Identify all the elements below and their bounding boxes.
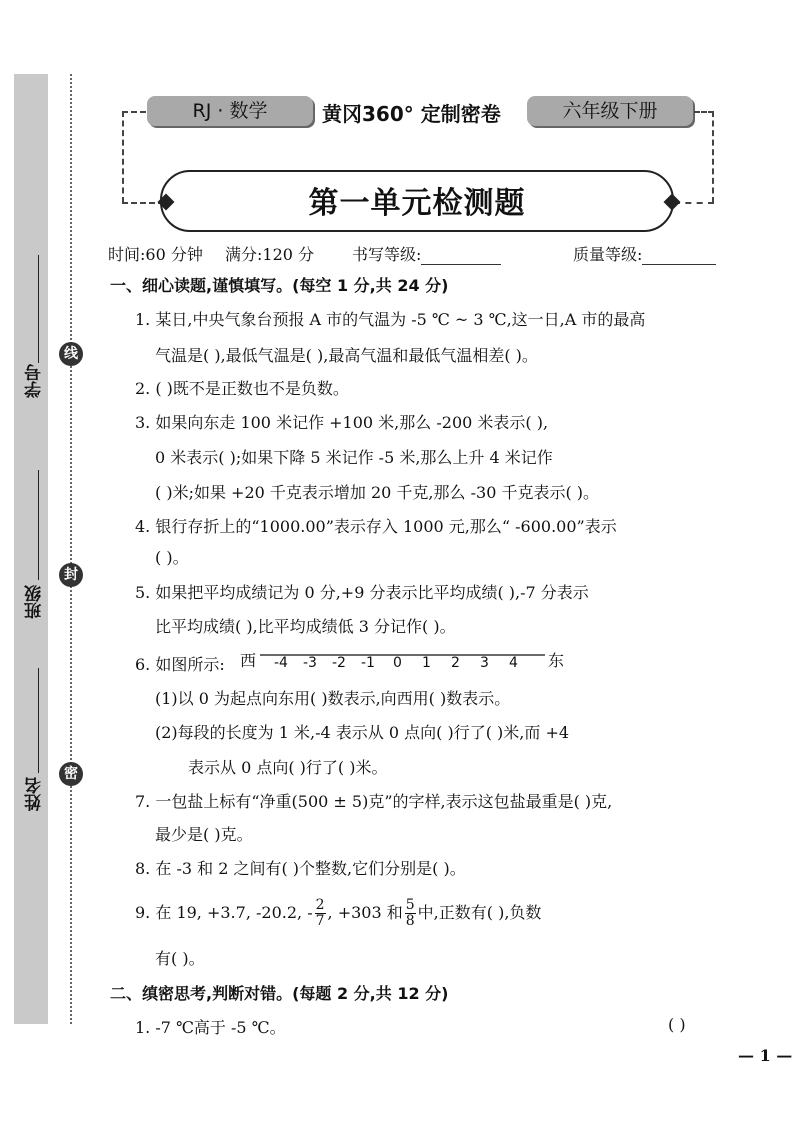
header-dash-left-top — [122, 111, 146, 113]
score-info: 满分:120 分 — [225, 245, 315, 264]
header-dash-right-top — [694, 111, 714, 113]
writing-grade-blank[interactable] — [421, 248, 501, 265]
header-dash-right-vert — [712, 111, 714, 203]
subject-pill: RJ · 数学 — [147, 96, 313, 126]
page-number: — 1 — — [738, 1046, 793, 1065]
number-line-tick--4: -4 — [274, 655, 288, 671]
s2-q1-answer-paren[interactable]: ( ) — [668, 1015, 686, 1034]
fraction-2-denominator: 8 — [405, 913, 415, 929]
number-line-tick-1: 1 — [422, 655, 431, 671]
student-id-line[interactable] — [38, 255, 39, 363]
writing-grade-label: 书写等级: — [352, 245, 422, 264]
quality-grade-label: 质量等级: — [573, 245, 643, 264]
q6-sub-1: (1)以 0 为起点向东用( )数表示,向西用( )数表示。 — [155, 689, 511, 708]
fraction-1-numerator: 2 — [315, 897, 325, 913]
seal-mark-secret: 密 — [59, 762, 83, 786]
number-line-tick-0: 0 — [393, 655, 402, 671]
q1-line-1: 1. 某日,中央气象台预报 A 市的气温为 -5 ℃ ~ 3 ℃,这一日,A 市的最高 — [135, 310, 646, 329]
binding-strip — [14, 74, 48, 1024]
series-title: 黄冈360° 定制密卷 — [322, 102, 501, 126]
q9-line-2: 有( )。 — [155, 949, 205, 968]
q3-line-3: ( )米;如果 +20 千克表示增加 20 千克,那么 -30 千克表示( )。 — [155, 483, 600, 502]
name-line[interactable] — [38, 668, 39, 773]
time-info: 时间:60 分钟 — [108, 245, 203, 264]
class-label: 班级 — [25, 585, 45, 619]
q9-text-post: 中,正数有( ),负数 — [417, 903, 542, 922]
quality-grade — [573, 242, 716, 265]
number-line-west: 西 — [240, 651, 257, 670]
fraction-2-7 — [315, 898, 326, 929]
q5-line-1: 5. 如果把平均成绩记为 0 分,+9 分表示比平均成绩( ),-7 分表示 — [135, 583, 589, 602]
writing-grade — [352, 242, 501, 265]
q4-line-1: 4. 银行存折上的“1000.00”表示存入 1000 元,那么“ -600.00”表示 — [135, 517, 617, 536]
q8-line: 8. 在 -3 和 2 之间有( )个整数,它们分别是( )。 — [135, 859, 466, 878]
q1-line-2: 气温是( ),最低气温是( ),最高气温和最低气温相差( )。 — [155, 346, 538, 365]
fraction-5-8 — [405, 898, 416, 929]
q7-line-1: 7. 一包盐上标有“净重(500 ± 5)克”的字样,表示这包盐最重是( )克, — [135, 792, 613, 811]
number-line-tick--2: -2 — [332, 655, 346, 671]
number-line-tick-2: 2 — [451, 655, 460, 671]
section-2-heading: 二、缜密思考,判断对错。(每题 2 分,共 12 分) — [110, 984, 449, 1003]
student-id-label: 学号 — [25, 364, 45, 398]
q6-prefix: 6. 如图所示: — [135, 655, 225, 674]
class-line[interactable] — [38, 470, 39, 580]
number-line-tick--1: -1 — [361, 655, 375, 671]
q3-line-2: 0 米表示( );如果下降 5 米记作 -5 米,那么上升 4 米记作 — [155, 448, 553, 467]
q3-line-1: 3. 如果向东走 100 米记作 +100 米,那么 -200 米表示( ), — [135, 413, 549, 432]
s2-q1-line: 1. -7 ℃高于 -5 ℃。 — [135, 1018, 286, 1037]
q6-sub-2-line-1: (2)每段的长度为 1 米,-4 表示从 0 点向( )行了( )米,而 +4 — [155, 723, 570, 742]
seal-mark-seal: 封 — [59, 563, 83, 587]
q6-sub-2-line-2: 表示从 0 点向( )行了( )米。 — [188, 758, 388, 777]
number-line-tick-3: 3 — [480, 655, 489, 671]
q9-text-mid: , +303 和 — [327, 903, 403, 922]
grade-pill: 六年级下册 — [527, 96, 693, 126]
page-title: 第一单元检测题 — [308, 186, 526, 221]
fraction-2-numerator: 5 — [405, 897, 415, 913]
section-1-heading: 一、细心读题,谨慎填写。(每空 1 分,共 24 分) — [110, 276, 449, 295]
fraction-1-denominator: 7 — [315, 913, 325, 929]
quality-grade-blank[interactable] — [642, 248, 716, 265]
number-line-east: 东 — [548, 651, 565, 670]
q4-line-2: ( )。 — [155, 548, 189, 567]
binding-dotted-line — [70, 74, 72, 1024]
q9-text-pre: 9. 在 19, +3.7, -20.2, - — [135, 903, 313, 922]
q9-line-1 — [135, 898, 541, 929]
header-dash-left-vert — [122, 111, 124, 203]
number-line-tick-4: 4 — [509, 655, 518, 671]
name-label: 姓名 — [25, 777, 45, 811]
seal-mark-line: 线 — [59, 342, 83, 366]
q2-line: 2. ( )既不是正数也不是负数。 — [135, 379, 349, 398]
q5-line-2: 比平均成绩( ),比平均成绩低 3 分记作( )。 — [155, 617, 456, 636]
q7-line-2: 最少是( )克。 — [155, 825, 253, 844]
number-line-tick--3: -3 — [303, 655, 317, 671]
